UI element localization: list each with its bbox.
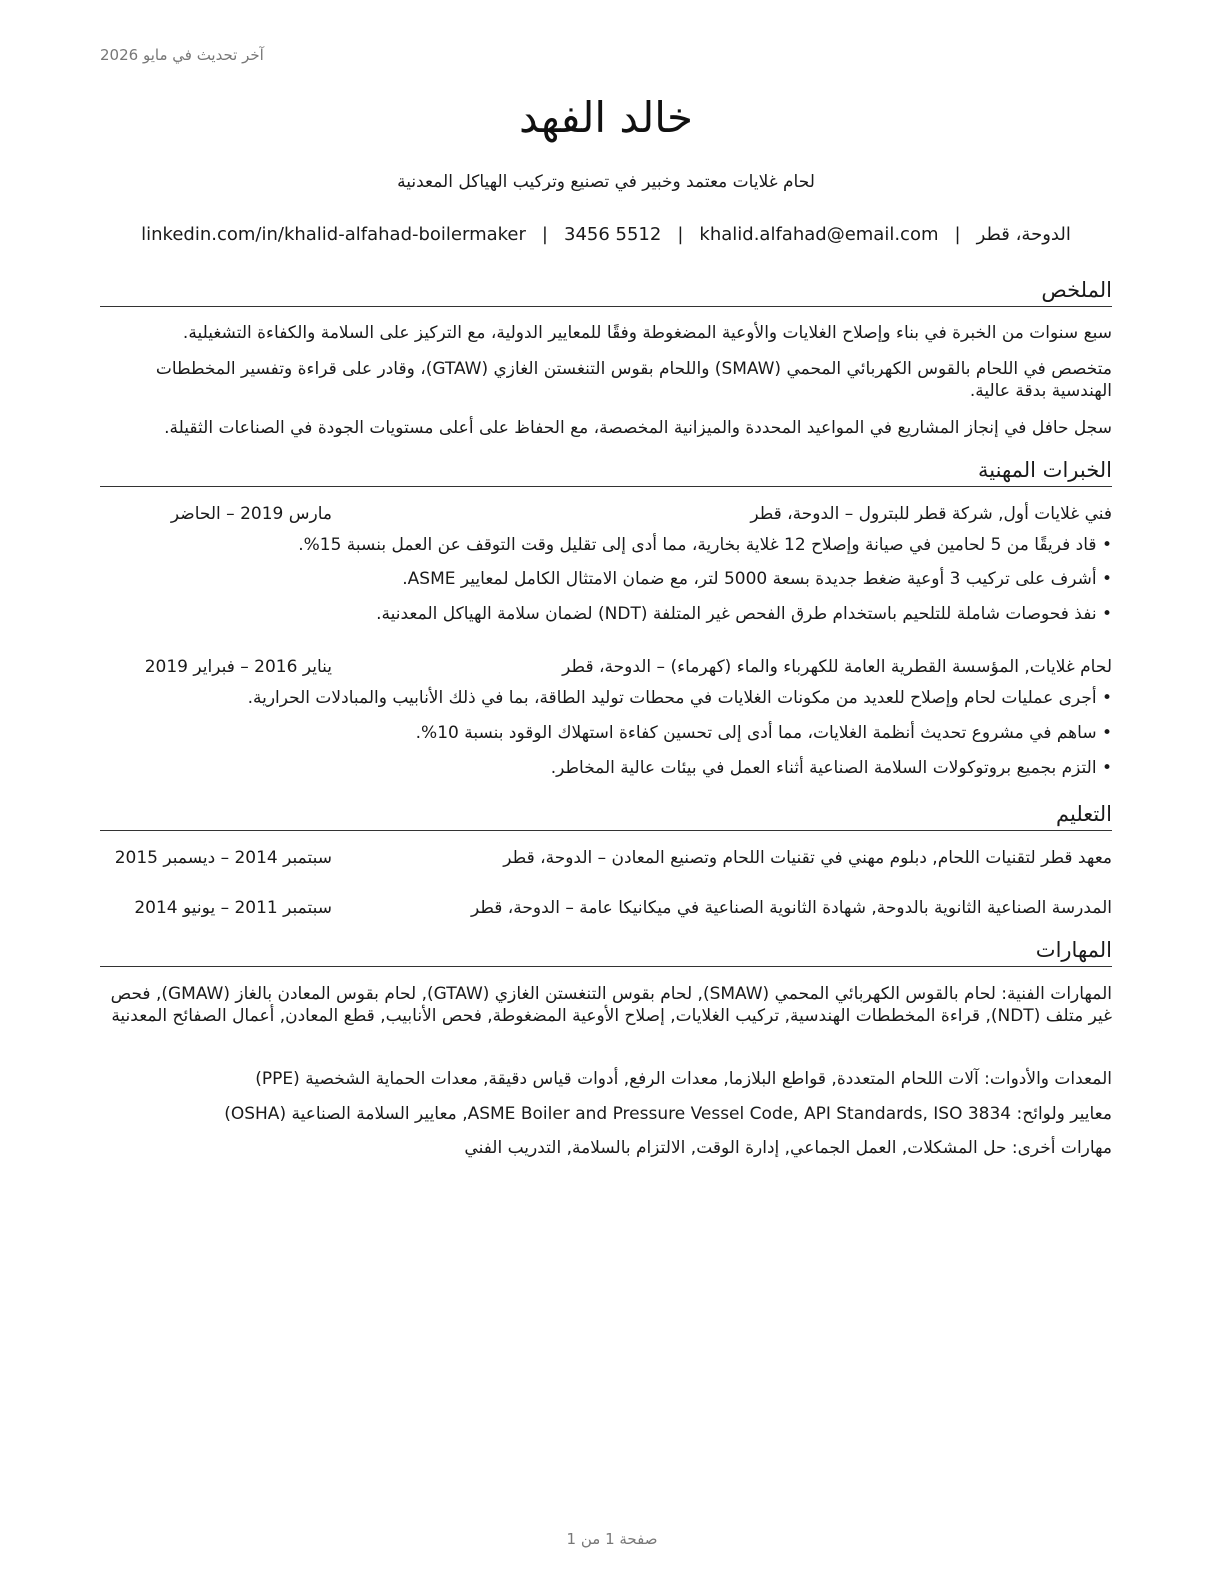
contact-location: الدوحة، قطر [976, 224, 1071, 245]
job-dates: مارس 2019 – الحاضر [170, 504, 332, 524]
skills-line: معايير ولوائح: ASME Boiler and Pressure Vessel Code, API Standards, ISO 3834, معايير السلامة الصناعية (OSHA) [224, 1104, 1112, 1124]
last-updated-note: آخر تحديث في مايو 2026 [100, 46, 264, 64]
contact-email[interactable]: khalid.alfahad@email.com [699, 224, 939, 245]
job-dates: يناير 2016 – فبراير 2019 [144, 657, 332, 677]
job-bullet: • نفذ فحوصات شاملة للتلحيم باستخدام طرق الفحص غير المتلفة (NDT) لضمان سلامة الهياكل المعدنية. [376, 604, 1112, 624]
skills-line: مهارات أخرى: حل المشكلات, العمل الجماعي, إدارة الوقت, الالتزام بالسلامة, التدريب الفني [464, 1138, 1112, 1158]
job-bullet: • ساهم في مشروع تحديث أنظمة الغلايات، مما أدى إلى تحسين كفاءة استهلاك الوقود بنسبة 10%. [415, 723, 1112, 743]
candidate-tagline: لحام غلايات معتمد وخبير في تصنيع وتركيب الهياكل المعدنية [397, 172, 815, 192]
summary-paragraph: سبع سنوات من الخبرة في بناء وإصلاح الغلايات والأوعية المضغوطة وفقًا للمعايير الدولية، مع التركيز على السلامة والكفاءة التشغيلية. [182, 323, 1112, 343]
education-dates: سبتمبر 2011 – يونيو 2014 [134, 898, 332, 918]
contact-separator: | [541, 224, 548, 245]
job-title-org: لحام غلايات, المؤسسة القطرية العامة للكهرباء والماء (كهرماء) – الدوحة، قطر [562, 657, 1112, 677]
contact-phone: 3456 5512 [564, 224, 662, 245]
contact-line [100, 222, 1112, 248]
contact-separator: | [677, 224, 684, 245]
section-title-experience: الخبرات المهنية [100, 456, 1112, 487]
education-dates: سبتمبر 2014 – ديسمبر 2015 [114, 848, 332, 868]
section-title-skills: المهارات [100, 936, 1112, 967]
section-title-summary: الملخص [100, 276, 1112, 307]
job-bullet: • قاد فريقًا من 5 لحامين في صيانة وإصلاح 12 غلاية بخارية، مما أدى إلى تقليل وقت التوقف عن العمل بنسبة 15%. [298, 535, 1112, 555]
contact-separator: | [954, 224, 961, 245]
job-bullet: • أجرى عمليات لحام وإصلاح للعديد من مكونات الغلايات في محطات توليد الطاقة، بما في ذلك الأنابيب والمبادلات الحرارية. [247, 688, 1112, 708]
summary-paragraph: سجل حافل في إنجاز المشاريع في المواعيد المحددة والميزانية المخصصة، مع الحفاظ على أعلى مستويات الجودة في الصناعات الثقيلة. [164, 418, 1112, 438]
candidate-name: خالد الفهد [518, 93, 694, 142]
job-bullet: • أشرف على تركيب 3 أوعية ضغط جديدة بسعة 5000 لتر، مع ضمان الامتثال الكامل لمعايير ASME. [402, 569, 1112, 589]
page-number: صفحة 1 من 1 [566, 1530, 658, 1548]
contact-linkedin[interactable]: linkedin.com/in/khalid-alfahad-boilermaker [141, 224, 526, 245]
skills-line: المعدات والأدوات: آلات اللحام المتعددة, قواطع البلازما, معدات الرفع, أدوات قياس دقيقة, معدات الحماية الشخصية (PPE) [255, 1069, 1112, 1089]
job-bullet: • التزم بجميع بروتوكولات السلامة الصناعية أثناء العمل في بيئات عالية المخاطر. [550, 758, 1112, 778]
job-title-org: فني غلايات أول, شركة قطر للبترول – الدوحة، قطر [750, 504, 1112, 524]
skills-line: المهارات الفنية: لحام بالقوس الكهربائي المحمي (SMAW), لحام بقوس التنغستن الغازي (GTAW), لحام بقوس المعادن بالغاز (GMAW), فحص غير متلف (NDT), قراءة المخططات الهندسية, تركيب الغلايات, إصلاح الأوعية المضغوطة, فحص الأنابيب, قطع المعادن, أعمال الصفائح المعدنية [110, 984, 1112, 1026]
education-institution: معهد قطر لتقنيات اللحام, دبلوم مهني في تقنيات اللحام وتصنيع المعادن – الدوحة، قطر [503, 848, 1112, 868]
summary-paragraph: متخصص في اللحام بالقوس الكهربائي المحمي (SMAW) واللحام بقوس التنغستن الغازي (GTAW)، وقادر على قراءة وتفسير المخططات الهندسية بدقة عالية. [155, 359, 1112, 401]
education-institution: المدرسة الصناعية الثانوية بالدوحة, شهادة الثانوية الصناعية في ميكانيكا عامة – الدوحة، قطر [470, 898, 1112, 918]
section-title-education: التعليم [100, 800, 1112, 831]
